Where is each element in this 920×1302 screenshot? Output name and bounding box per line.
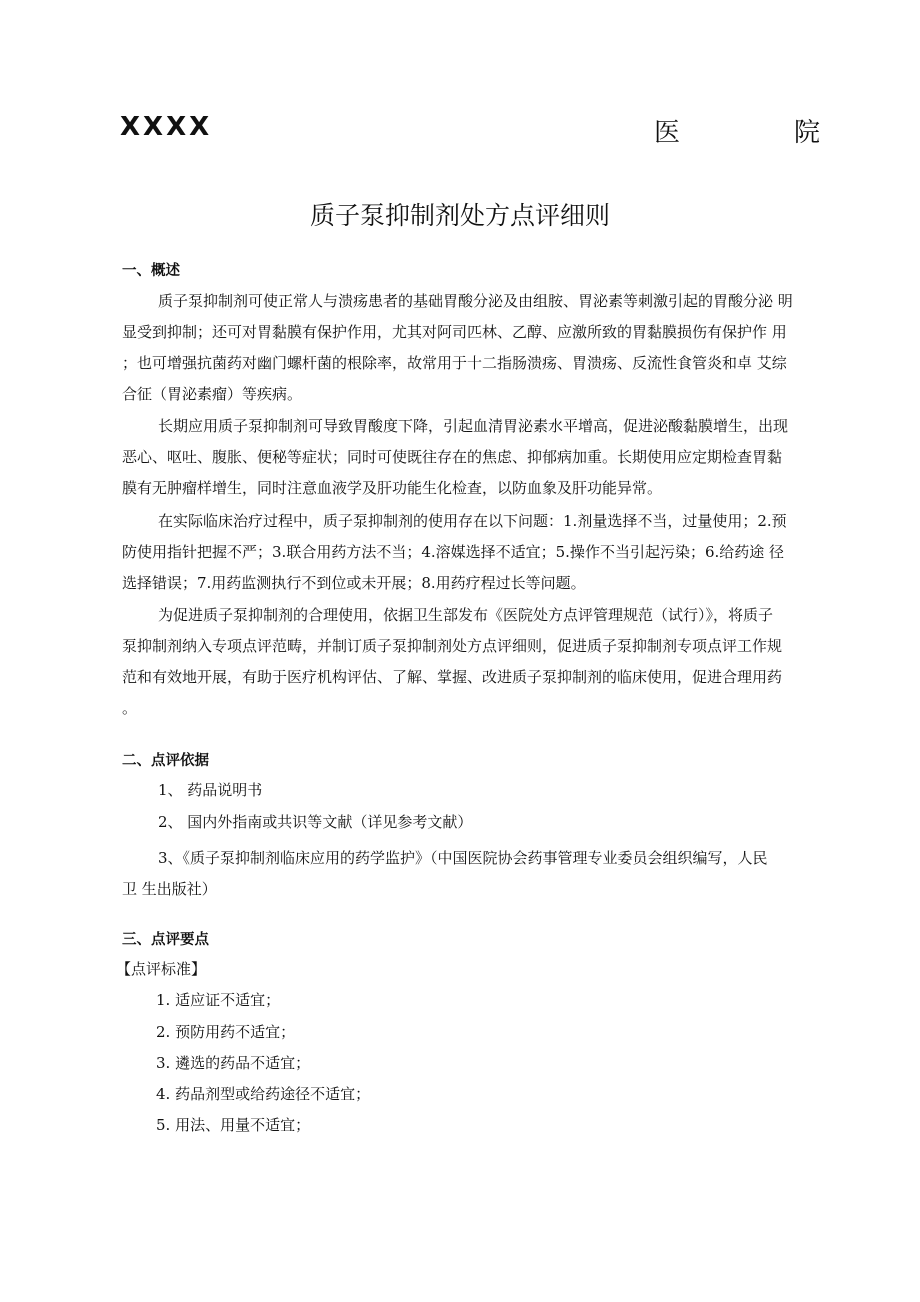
basis-item: 3、《质子泵抑制剂临床应用的药学监护》（中国医院协会药事管理专业委员会组织编写，人民	[158, 848, 768, 867]
criteria-label: 【点评标准】	[116, 960, 207, 978]
paragraph-line: 选择错误；7.用药监测执行不到位或未开展；8.用药疗程过长等问题。	[122, 573, 586, 592]
paragraph-line: 在实际临床治疗过程中，质子泵抑制剂的使用存在以下问题：1.剂量选择不当，过量使用；2.预	[158, 511, 787, 530]
document-title: 质子泵抑制剂处方点评细则	[309, 201, 610, 230]
paragraph-line: 。	[122, 698, 138, 717]
hospital-word-yuan: 院	[794, 118, 821, 148]
criteria-item: 5. 用法、用量不适宜；	[156, 1116, 311, 1134]
criteria-item: 2. 预防用药不适宜；	[156, 1023, 296, 1041]
basis-item: 2、 国内外指南或共识等文献（详见参考文献）	[158, 813, 473, 831]
hospital-word-yi: 医	[654, 118, 681, 148]
paragraph-line: 合征（胃泌素瘤）等疾病。	[122, 384, 303, 403]
basis-item: 1、 药品说明书	[158, 781, 263, 799]
section-3-heading: 三、点评要点	[122, 932, 209, 948]
criteria-item: 1. 适应证不适宜；	[156, 991, 281, 1009]
section-2-heading: 二、点评依据	[122, 753, 209, 769]
paragraph-line: 为促进质子泵抑制剂的合理使用，依据卫生部发布《医院处方点评管理规范（试行）》，将质子	[158, 605, 774, 624]
hospital-name: XXXX	[120, 112, 213, 142]
paragraph-line: ；也可增强抗菌药对幽门螺杆菌的根除率，故常用于十二指肠溃疡、胃溃疡、反流性食管炎和卓 艾综	[122, 353, 787, 372]
paragraph-line: 范和有效地开展，有助于医疗机构评估、了解、掌握、改进质子泵抑制剂的临床使用，促进合理用药	[122, 667, 783, 686]
paragraph-line: 质子泵抑制剂可使正常人与溃疡患者的基础胃酸分泌及由组胺、胃泌素等刺激引起的胃酸分泌 明	[158, 291, 793, 310]
criteria-item: 4. 药品剂型或给药途径不适宜；	[156, 1085, 371, 1103]
paragraph-line: 泵抑制剂纳入专项点评范畴，并制订质子泵抑制剂处方点评细则，促进质子泵抑制剂专项点评工作规	[122, 636, 783, 655]
section-1-heading: 一、概述	[122, 263, 180, 279]
paragraph-line: 长期应用质子泵抑制剂可导致胃酸度下降，引起血清胃泌素水平增高，促进泌酸黏膜增生，出现	[158, 416, 789, 435]
paragraph-line: 恶心、呕吐、腹胀、便秘等症状；同时可使既往存在的焦虑、抑郁病加重。长期使用应定期检查胃黏	[122, 447, 783, 466]
basis-item-continuation: 卫 生出版社）	[122, 879, 217, 898]
paragraph-line: 膜有无肿瘤样增生，同时注意血液学及肝功能生化检查，以防血象及肝功能异常。	[122, 478, 663, 497]
hospital-header	[120, 112, 822, 152]
paragraph-line: 显受到抑制；还可对胃黏膜有保护作用，尤其对阿司匹林、乙醇、应激所致的胃黏膜损伤有保护作 用	[122, 322, 787, 341]
criteria-item: 3. 遴选的药品不适宜；	[156, 1054, 311, 1072]
paragraph-line: 防使用指针把握不严；3.联合用药方法不当；4.溶媒选择不适宜；5.操作不当引起污染；6.给药途 径	[122, 542, 785, 561]
